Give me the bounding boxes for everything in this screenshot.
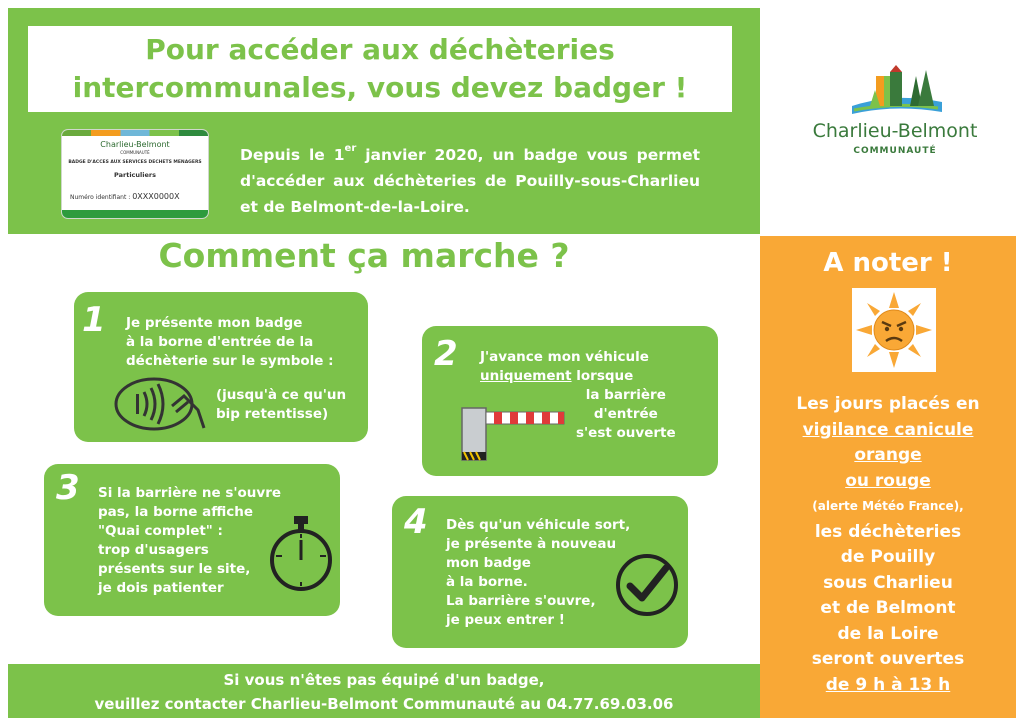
angry-sun-icon (852, 288, 936, 372)
logo-sub: COMMUNAUTÉ (853, 146, 937, 156)
badge-card (62, 130, 208, 218)
step-2-text-top: J'avance mon véhicule uniquement lorsque (480, 349, 649, 384)
badge-brand: Charlieu-Belmont (100, 140, 170, 149)
step-4-text: Dès qu'un véhicule sort, je présente à nouveau mon badge à la borne. La barrière s'ouvre, je peux entrer ! (446, 517, 631, 628)
intro-text: Depuis le 1er janvier 2020, un badge vous permet d'accéder aux déchèteries de Pouilly-sous-Charlieu et de Belmont-de-la-Loire. (240, 143, 700, 216)
badge-heading: BADGE D'ACCES AUX SERVICES DECHETS MENAGERS (68, 160, 202, 165)
note-meteo: (alerte Météo France), (812, 499, 964, 513)
title-box (28, 26, 732, 112)
step-2-emphasis: uniquement (480, 368, 572, 384)
note-vigilance: vigilance canicule (802, 419, 974, 440)
step-2-text-bottom: la barrière d'entrée s'est ouverte (576, 387, 676, 441)
check-icon (614, 552, 680, 618)
step-3-number: 3 (56, 468, 80, 508)
contactless-badge-icon (114, 376, 210, 432)
step-1-note: (jusqu'à ce qu'un bip retentisse) (216, 387, 347, 422)
barrier-icon (458, 400, 568, 468)
main-title-line2: intercommunales, vous devez badger ! (72, 71, 688, 104)
main-title-line1: Pour accéder aux déchèteries (145, 33, 615, 66)
badge-category: Particuliers (114, 171, 156, 179)
step-1-text: Je présente mon badge à la borne d'entrée de la déchèterie sur le symbole : (126, 315, 334, 369)
step-4-card (392, 496, 688, 648)
badge-brand-sub: COMMUNAUTÉ (120, 150, 150, 155)
step-3-text: Si la barrière ne s'ouvre pas, la borne affiche "Quai complet" : trop d'usagers présents sur le site, je dois patienter (98, 485, 282, 596)
step-3-card (44, 464, 340, 616)
note-rouge: ou rouge (845, 470, 931, 491)
step-2-number: 2 (434, 334, 458, 374)
note-hours: de 9 h à 13 h (825, 674, 951, 695)
stopwatch-icon (266, 512, 336, 592)
step-1-card (74, 292, 368, 442)
badge-id-label: Numéro identifiant : (70, 194, 131, 201)
note-body: Les jours placés en vigilance canicule orange ou rouge (alerte Météo France), les déchèteries de Pouilly sous Charlieu et de Belmont de la Loire seront ouvertes de 9 h à 13 h (760, 392, 1016, 698)
step-4-number: 4 (404, 502, 428, 542)
contact-band (8, 664, 760, 718)
logo-name: Charlieu-Belmont (812, 120, 978, 142)
sun-box (852, 288, 936, 372)
badge-id (70, 192, 180, 201)
community-logo (782, 62, 1008, 172)
note-title: A noter ! (823, 248, 953, 278)
badge-bottom-stripe (62, 210, 208, 218)
contact-text: Si vous n'êtes pas équipé d'un badge, veuillez contacter Charlieu-Belmont Communauté au 04.77.69.03.06 (94, 671, 674, 713)
how-it-works-title: Comment ça marche ? (158, 236, 570, 275)
note-orange: orange (854, 445, 922, 465)
logo-emblem-icon (782, 62, 1008, 120)
step-2-card (422, 326, 718, 476)
badge-id-value: 0XXX0000X (132, 192, 180, 201)
note-panel (760, 236, 1016, 718)
step-1-number: 1 (82, 300, 106, 340)
badge-color-stripe (62, 130, 208, 136)
